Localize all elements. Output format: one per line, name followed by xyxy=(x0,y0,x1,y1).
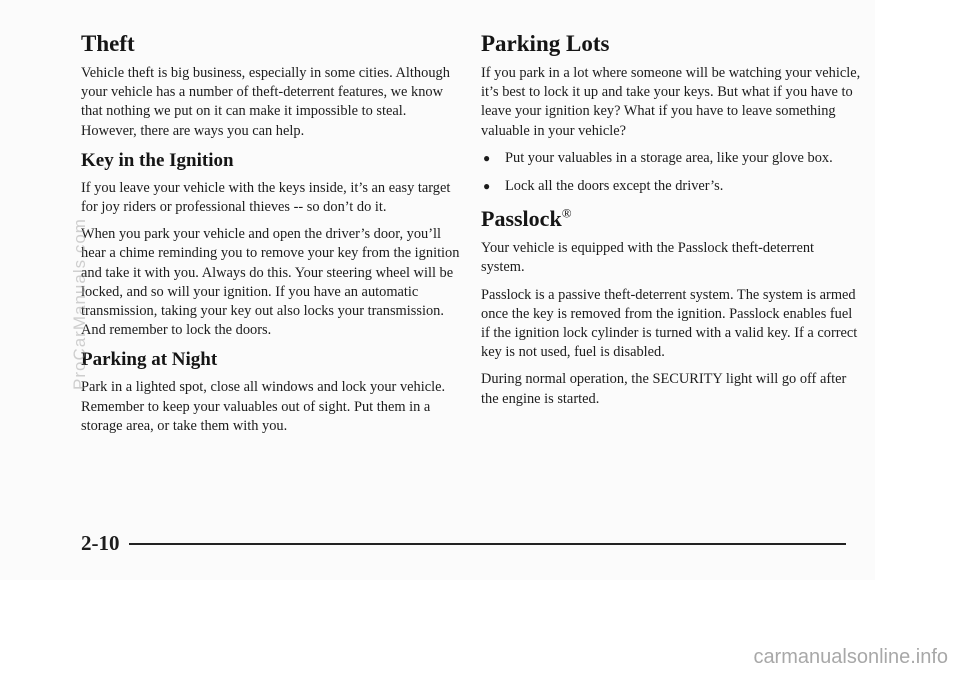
parking-at-night-heading: Parking at Night xyxy=(81,349,218,371)
passlock-heading xyxy=(481,205,861,233)
passlock-paragraph-1: Your vehicle is equipped with the Passlock theft-deterrent system. xyxy=(481,240,815,276)
bullet-text: Put your valuables in a storage area, like your glove box. xyxy=(505,149,833,166)
page-footer xyxy=(81,530,846,560)
bullet-icon: ● xyxy=(483,179,491,194)
list-item xyxy=(481,177,861,196)
parking-lots-heading: Parking Lots xyxy=(481,31,610,56)
bullet-text: Lock all the doors except the driver’s. xyxy=(505,178,724,195)
passlock-paragraph-2: Passlock is a passive theft-deterrent system. The system is armed once the key is removed from the ignition. Passlock enables fuel if the ignition lock cylinder is turned with a valid key. If a correct key is not used, fuel is disabled. xyxy=(481,286,858,361)
side-watermark: ProCarManuals.com xyxy=(70,218,89,390)
valuables-bullet-list xyxy=(481,149,861,196)
key-in-ignition-paragraph-2: When you park your vehicle and open the driver’s door, you’ll hear a chime reminding you to remove your key from the ignition and take it with you. Always do this. Your steering wheel will be locked, and so will your ignition. If you have an automatic transmission, taking your key out also locks your transmission. And remember to lock the doors. xyxy=(81,226,460,339)
passlock-paragraph-3: During normal operation, the SECURITY light will go off after the engine is started. xyxy=(481,371,847,407)
parking-at-night-paragraph: Park in a lighted spot, close all windows and lock your vehicle. Remember to keep your valuables out of sight. Put them in a storage area, or take them with you. xyxy=(81,379,446,434)
page-number: 2-10 xyxy=(81,531,120,555)
parking-lots-paragraph: If you park in a lot where someone will be watching your vehicle, it’s best to lock it up and take your keys. But what if you have to leave your ignition key? What if you have to leave something valuable in your vehicle? xyxy=(481,65,861,139)
key-in-ignition-paragraph-1: If you leave your vehicle with the keys inside, it’s an easy target for joy riders or professional thieves -- so don’t do it. xyxy=(81,179,451,216)
list-item xyxy=(481,149,861,168)
passlock-heading-text: Passlock xyxy=(481,206,562,232)
theft-heading: Theft xyxy=(81,31,135,56)
footer-rule xyxy=(129,543,846,545)
right-column xyxy=(481,30,861,417)
key-in-ignition-heading: Key in the Ignition xyxy=(81,149,234,171)
theft-paragraph: Vehicle theft is big business, especially in some cities. Although your vehicle has a number of theft-deterrent features, we know that nothing we put on it can make it impossible to steal. However, there are ways you can help. xyxy=(81,65,450,139)
bullet-icon: ● xyxy=(483,150,491,165)
bottom-watermark: carmanualsonline.info xyxy=(753,646,948,668)
left-column xyxy=(81,30,461,444)
registered-mark: ® xyxy=(561,205,572,221)
